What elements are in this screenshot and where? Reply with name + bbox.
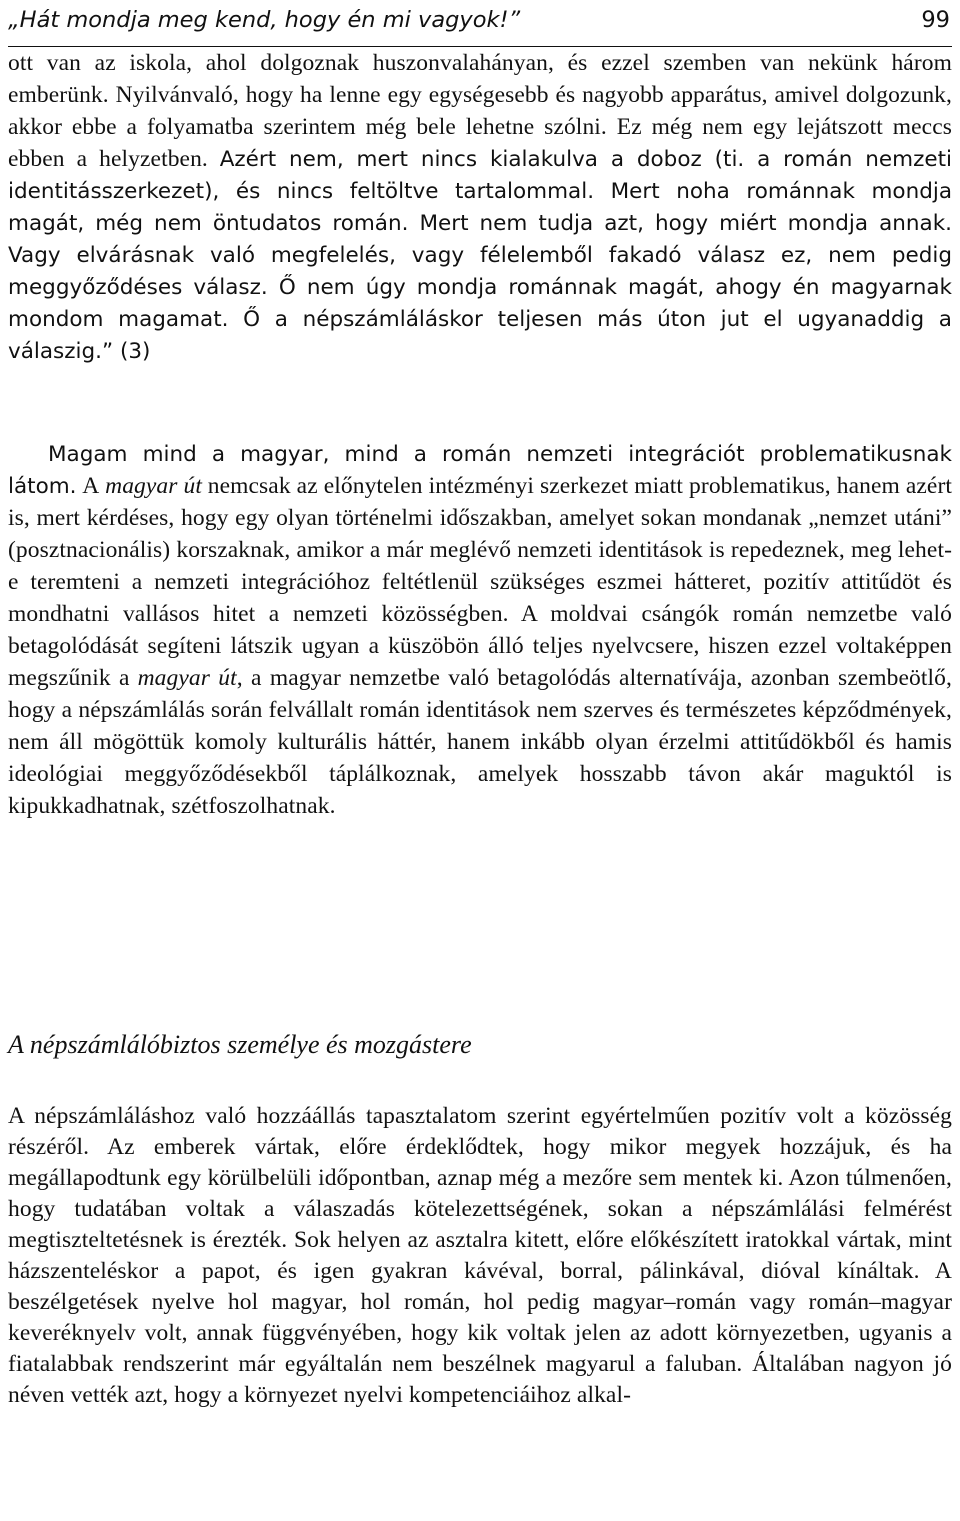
running-title: „Hát mondja meg kend, hogy én mi vagyok!” [8, 7, 521, 33]
analysis-text-part-3: , a magyar nemzetbe való betagolódás alternatívája, azonban szembeötlő, hogy a népszámlálás során felvállalt román identitások nem szerves és természetes képződmények, nem áll mögöttük komoly kulturális háttér, hanem inkább olyan érzelmi attitűdökből és hamis ideológiai meggyőződésekből táplálkoznak, amelyek hosszabb távon akár maguktól is kipukkadhatnak, szétfoszolhatnak. [8, 665, 952, 819]
quoted-passage-paragraph [8, 47, 952, 367]
census-attitude-text: A népszámláláshoz való hozzáállás tapasztalatom szerint egyértelműen pozitív volt a közösség részéről. Az emberek vártak, előre érdeklődtek, hogy mikor megyek hozzájuk, és ha megállapodtunk egy körülbelüli időpontban, aznap még a mezőre sem mentek ki. Azon túlmenően, hogy tudatában voltak a válaszadás kötelezettségének, sokan a népszámlálási felmérést megtiszteltetésnek is érezték. Sok helyen az asztalra kitett, előre előkészített iratokkal vártak, mint házszenteléskor a papot, és igen gyakran kávéval, borral, pálinkával, dióval kínáltak. A beszélgetések nyelve hol magyar, hol román, hol pedig magyar–román vagy román–magyar keveréknyelv volt, annak függvényében, hogy kik voltak jelen az adott környezetben, ugyanis a fiatalabbak rendszerint már egyáltalán nem beszélnek magyarul a faluban. Általában nagyon jó néven vették azt, hogy a környezet nyelvi kompetenciáihoz alkal- [8, 1103, 952, 1408]
section-heading: A népszámlálóbiztos személye és mozgástere [8, 1030, 472, 1059]
running-header [8, 2, 952, 47]
analysis-text-part-1: A [82, 473, 100, 499]
analysis-paragraph [8, 438, 952, 822]
analysis-intro-text: Magam mind a magyar, mind a román nemzeti integrációt problematikusnak látom. [8, 442, 952, 499]
census-attitude-paragraph [8, 1101, 952, 1411]
magyar-ut-emphasis: magyar út [105, 473, 202, 499]
serif-quote-text: ott van az iskola, ahol dolgoznak huszonvalahányan, és ezzel szemben van nekünk három emberünk. Nyilvánvaló, hogy ha lenne egy egységesebb és nagyobb apparátus, amivel dolgozunk, akkor ebbe a folyamatba szerintem még bele lehetne szólni. Ez még nem egy lejátszott meccs ebben a helyzetben. [8, 50, 952, 172]
magyar-ut-emphasis-second: magyar út [137, 665, 237, 691]
analysis-text-part-2: nemcsak az előnytelen intézményi szerkezet miatt problematikus, hanem azért is, mert kérdéses, hogy egy olyan történelmi időszakban, amelyet sokan mondanak „nemzet utáni” (posztnacionális) korszaknak, amikor a már meglévő nemzeti identitások is repedeznek, meg lehet-e teremteni a nemzeti integrációhoz feltétlenül szükséges eszmei hátteret, pozitív attitűdöt és mondhatni vallásos hitet a nemzeti közösségben. A moldvai csángók román nemzetbe való betagolódását segíteni látszik ugyan a küszöbön álló teljes nyelvcsere, hiszen ezzel voltaképpen megszűnik a [8, 473, 953, 691]
sans-quote-text: Azért nem, mert nincs kialakulva a doboz (ti. a román nemzeti identitásszerkezet), és nincs feltöltve tartalommal. Mert noha románnak mondja magát, még nem öntudatos román. Mert nem tudja azt, hogy miért mondja annak. Vagy elvárásnak való megfelelés, vagy félelemből fakadó válasz ez, nem pedig meggyőződéses válasz. Ő nem úgy mondja románnak magát, ahogy én magyarnak mondom magamat. Ő a népszámláláskor teljesen más úton jut el ugyanaddig a válaszig.” (3) [8, 147, 952, 364]
page-number: 99 [921, 7, 950, 33]
